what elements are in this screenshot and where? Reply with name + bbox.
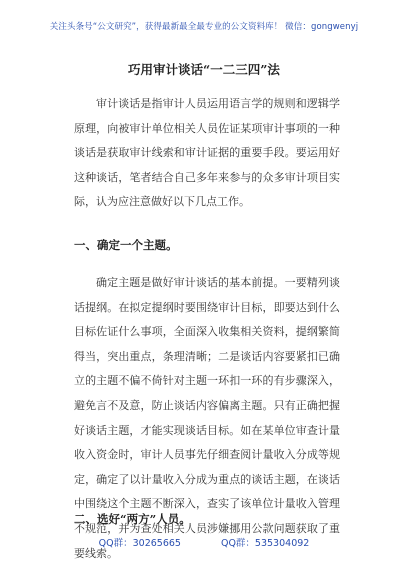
section-heading-1: 一、确定一个主题。 — [74, 238, 178, 252]
footer-qq-groups — [0, 535, 408, 549]
document-title: 巧用审计谈话“一二三四”法 — [128, 62, 280, 77]
qq-group-2: QQ群：535304092 — [220, 538, 310, 549]
section-heading-2: 二、选好“两方”人员。 — [74, 512, 191, 526]
header-banner: 关注头条号“公文研究”，获得最新最全最专业的公文资料库！ 微信：gongwenyj — [49, 22, 359, 32]
qq-group-1: QQ群：30265665 — [98, 538, 181, 549]
intro-paragraph: 审计谈话是指审计人员运用语言学的规则和逻辑学原理，向被审计单位相关人员佐证某项审计事项的一种谈话是获取审计线索和审计证据的重要手段。要运用好这种谈话，笔者结合自己多年来参与的众多审计项目实际，认为应注意做好以下几点工作。 — [74, 97, 340, 209]
section-1-paragraph: 确定主题是做好审计谈话的基本前提。一要精列谈话提纲。在拟定提纲时要围绕审计目标，即要达到什么目标佐证什么事项，全面深入收集相关资料，提纲繁简得当，突出重点，条理清晰；二是谈话内容要紧扣已确立的主题不偏不倚针对主题一环扣一环的有步骤深入，避免言不及意，防止谈话内容偏离主题。只有正确把握好谈话主题，才能实现谈话目标。如在某单位审查计量收入资金时，审计人员事先仔细查阅计量收入分成等规定，确定了以计量收入分成为重点的谈话主题，在谈话中围绕这个主题不断深入，查实了该单位计量收入管理不规范，并为查处相关人员涉嫌挪用公款问题获取了重要线索。 — [74, 276, 340, 560]
